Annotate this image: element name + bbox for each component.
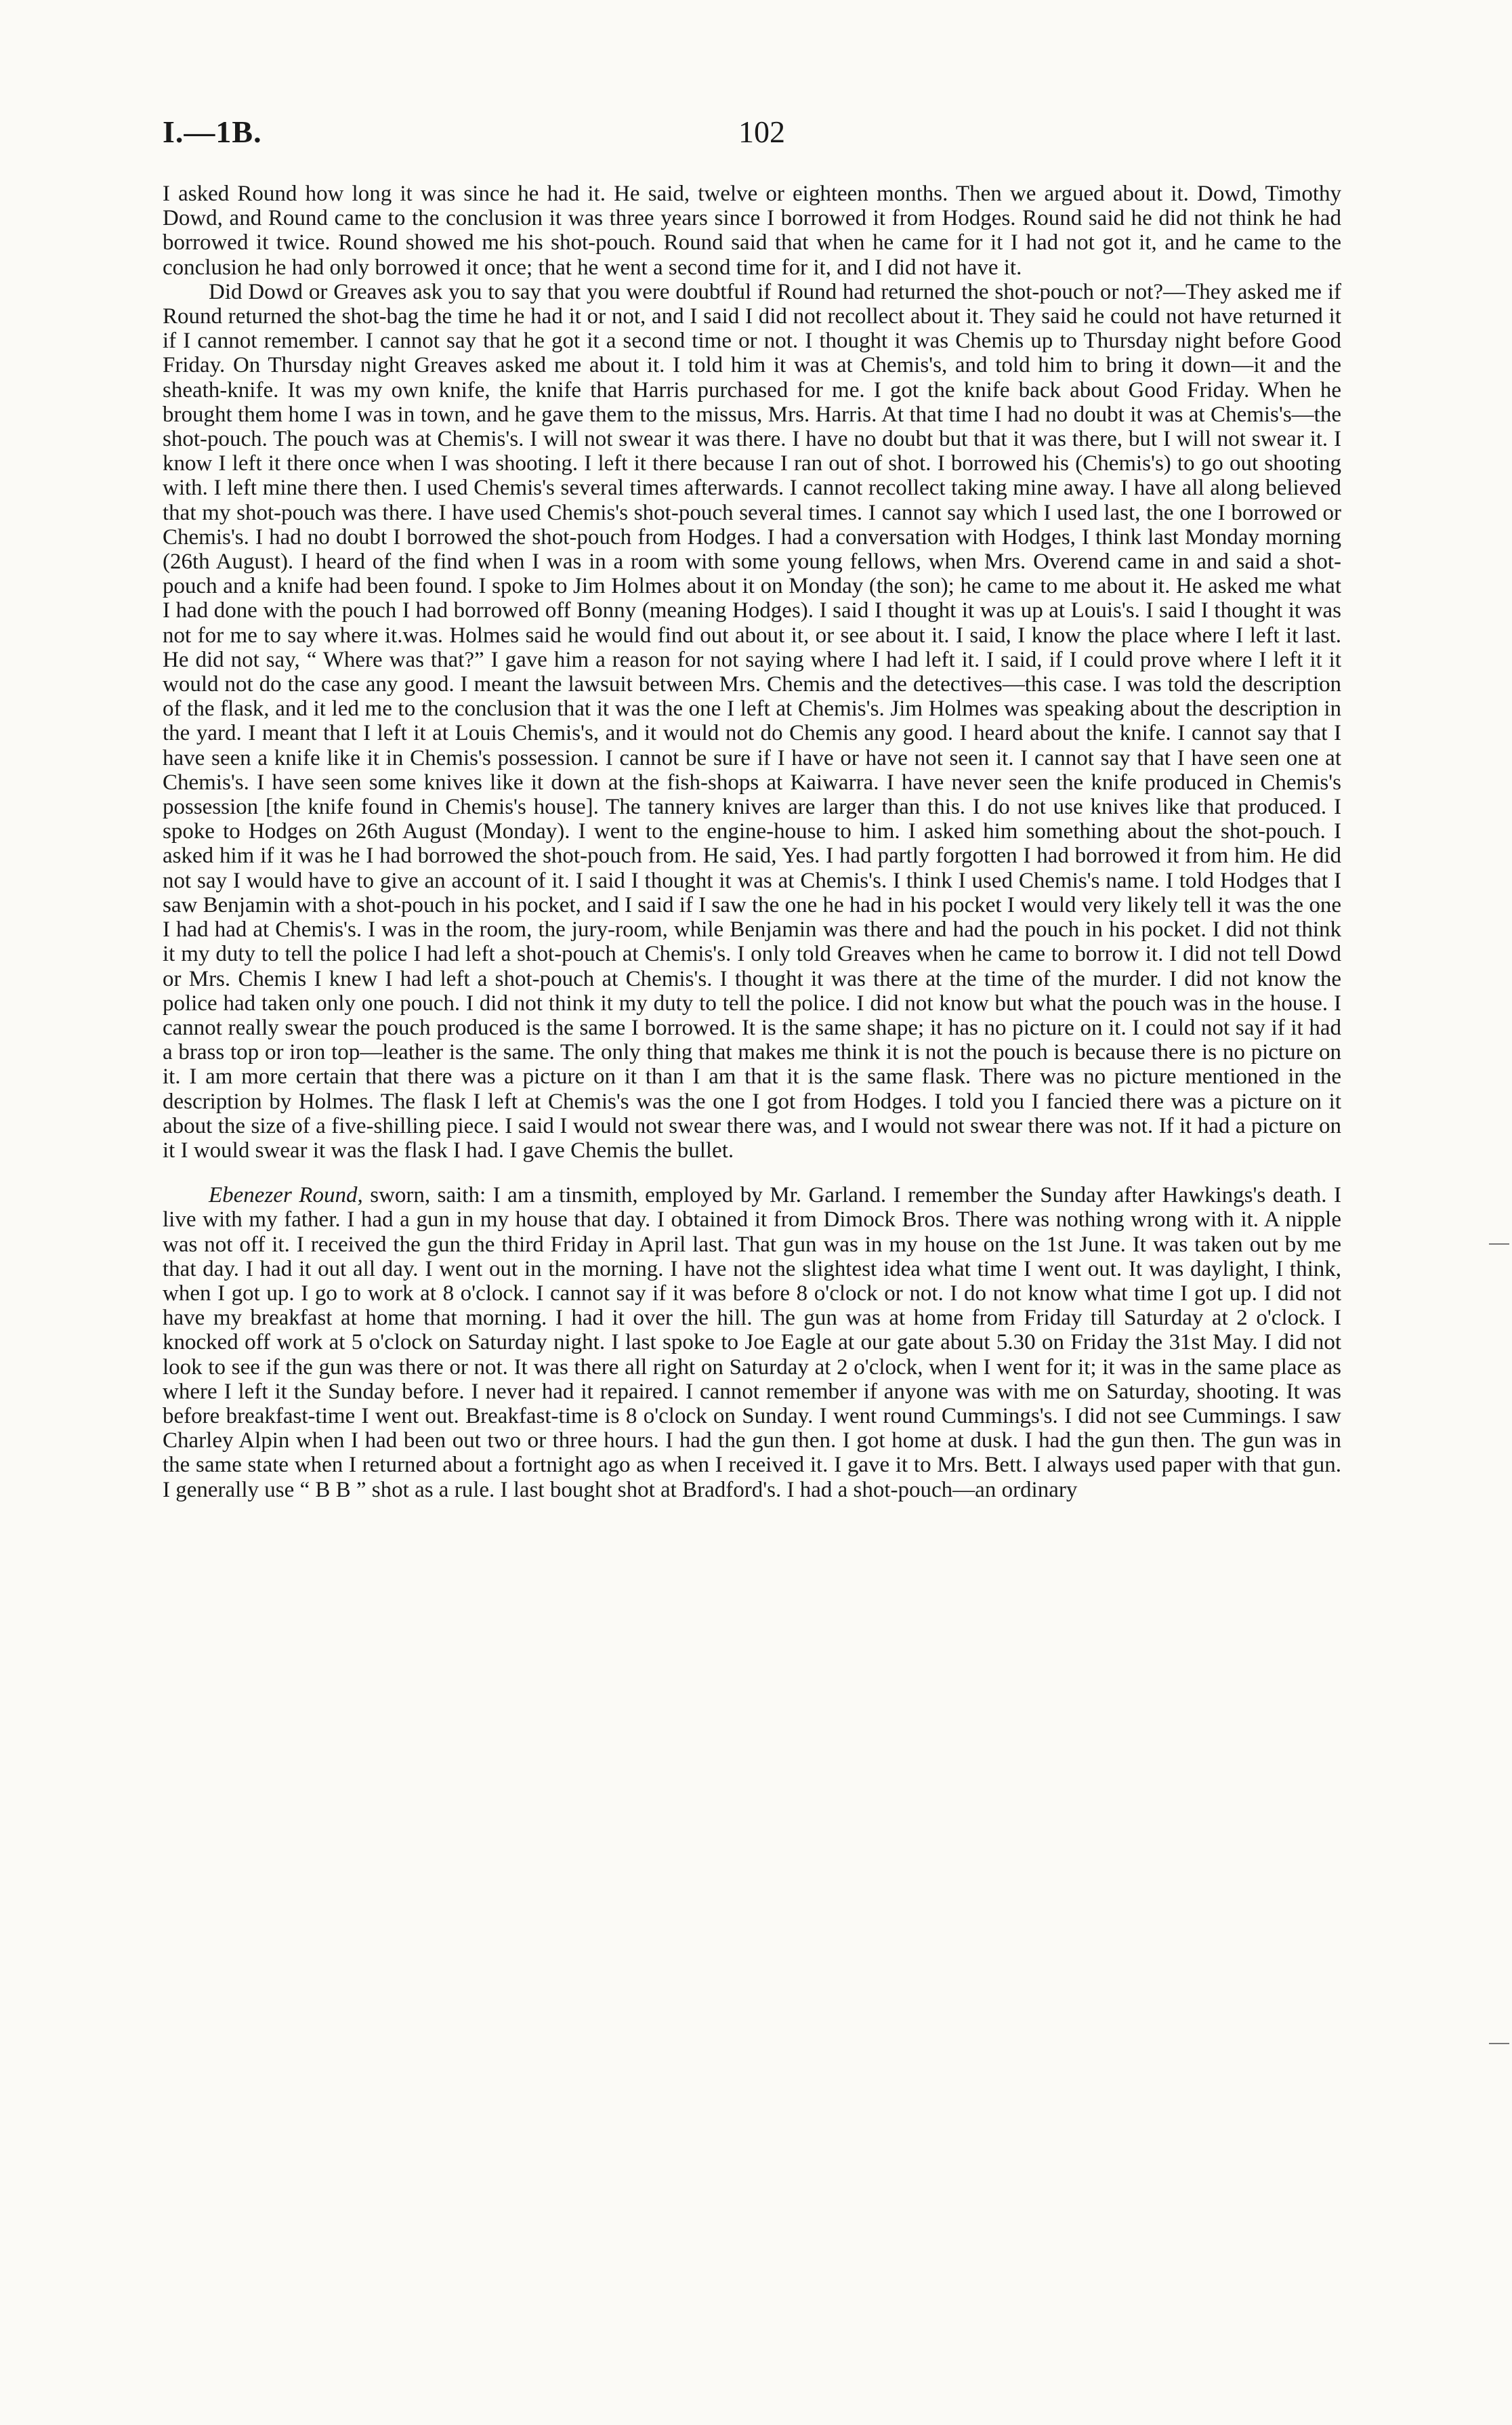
deposition-text: sworn, saith: I am a tinsmith, employed by Mr. Garland. I remember the Sunday after Hawkings's death. I live with my father. I had a gun in my house that day. I obtained it from Dimock Bros. There was nothing wrong with it. A nipple was not off it. I received the gun the third Friday in April last. That gun was in my house on the 1st June. It was taken out by me that day. I had it out all day. I went out in the morning. I have not the slightest idea what time I went out. It was daylight, I think, when I got up. I go to work at 8 o'clock. I cannot say if it was before 8 o'clock or not. I do not know what time I got up. I did not have my breakfast at home that morning. I had it over the hill. The gun was at home from Friday till Saturday at 2 o'clock. I knocked off work at 5 o'clock on Saturday night. I last spoke to Joe Eagle at our gate about 5.30 on Friday the 31st May. I did not look to see if the gun was there or not. It was there all right on Saturday at 2 o'clock, when I went for it; it was in the same place as where I left it the Sunday before. I never had it repaired. I cannot remember if anyone was with me on Saturday, shooting. It was before breakfast-time I went out. Breakfast-time is 8 o'clock on Sunday. I went round Cummings's. I did not see Cummings. I saw Charley Alpin when I had been out two or three hours. I had the gun then. I got home at dusk. I had the gun then. The gun was in the same state when I returned about a fortnight ago as when I received it. I gave it to Mrs. Bett. I always used paper with that gun. I generally use “ B B ” shot as a rule. I last bought shot at Bradford's. I had a shot-pouch—an ordinary (163, 1183, 1342, 1502)
paragraph-deposition (163, 1183, 1341, 1502)
margin-mark (1489, 2043, 1509, 2044)
deponent-name: Ebenezer Round, (209, 1183, 363, 1208)
margin-mark (1489, 1243, 1509, 1245)
page-header (163, 114, 1341, 154)
paragraph-continuation: I asked Round how long it was since he had it. He said, twelve or eighteen months. Then we argued about it. Dowd, Timothy Dowd, and Round came to the conclusion it was three years since I borrowed it from Hodges. Round said he did not think he had borrowed it twice. Round showed me his shot-pouch. Round said that when he came for it I had not got it, and he came to the conclusion he had only borrowed it once; that he went a second time for it, and I did not have it. (163, 182, 1341, 280)
body-text (163, 182, 1341, 1502)
paragraph-examination: Did Dowd or Greaves ask you to say that you were doubtful if Round had returned the shot-pouch or not?—They asked me if Round returned the shot-bag the time he had it or not, and I said I did not recollect about it. They said he could not have returned it if I cannot remember. I cannot say that he got it a second time or not. I thought it was Chemis up to Thursday night before Good Friday. On Thursday night Greaves asked me about it. I told him it was at Chemis's, and told him to bring it down—it and the sheath-knife. It was my own knife, the knife that Harris purchased for me. I got the knife back about Good Friday. When he brought them home I was in town, and he gave them to the missus, Mrs. Harris. At that time I had no doubt it was at Chemis's—the shot-pouch. The pouch was at Chemis's. I will not swear it was there. I have no doubt but that it was there, but I will not swear it. I know I left it there once when I was shooting. I left it there because I ran out of shot. I borrowed his (Chemis's) to go out shooting with. I left mine there then. I used Chemis's several times afterwards. I cannot recollect taking mine away. I have all along believed that my shot-pouch was there. I have used Chemis's shot-pouch several times. I cannot say which I used last, the one I borrowed or Chemis's. I had no doubt I borrowed the shot-pouch from Hodges. I had a conversation with Hodges, I think last Monday morning (26th August). I heard of the find when I was in a room with some young fellows, when Mrs. Overend came in and said a shot-pouch and a knife had been found. I spoke to Jim Holmes about it on Monday (the son); he came to me about it. He asked me what I had done with the pouch I had borrowed off Bonny (meaning Hodges). I said I thought it was up at Louis's. I said I thought it was not for me to say where it.was. Holmes said he would find out about it, or see about it. I said, I know the place where I left it last. He did not say, “ Where was that?” I gave him a reason for not saying where I had left it. I said, if I could prove where I left it it would not do the case any good. I meant the lawsuit between Mrs. Chemis and the detectives—this case. I was told the description of the flask, and it led me to the conclusion that it was the one I left at Chemis's. Jim Holmes was speaking about the description in the yard. I meant that I left it at Louis Chemis's, and it would not do Chemis any good. I heard about the knife. I cannot say that I have seen a knife like it in Chemis's possession. I cannot be sure if I have or have not seen it. I cannot say that I have seen one at Chemis's. I have seen some knives like it down at the fish-shops at Kaiwarra. I have never seen the knife produced in Chemis's possession [the knife found in Chemis's house]. The tannery knives are larger than this. I do not use knives like that produced. I spoke to Hodges on 26th August (Monday). I went to the engine-house to him. I asked him something about the shot-pouch. I asked him if it was he I had borrowed the shot-pouch from. He said, Yes. I had partly forgotten I had borrowed it from him. He did not say I would have to give an account of it. I said I thought it was at Chemis's. I think I used Chemis's name. I told Hodges that I saw Benjamin with a shot-pouch in his pocket, and I said if I saw the one he had in his pocket I would very likely tell it was the one I had had at Chemis's. I was in the room, the jury-room, while Benjamin was there and had the pouch in his pocket. I did not think it my duty to tell the police I had left a shot-pouch at Chemis's. I only told Greaves when he came to borrow it. I did not tell Dowd or Mrs. Chemis I knew I had left a shot-pouch at Chemis's. I thought it was there at the time of the murder. I did not know the police had taken only one pouch. I did not think it my duty to tell the police. I did not know but what the pouch was in the house. I cannot really swear the pouch produced is the same I borrowed. It is the same shape; it has no picture on it. I could not say if it had a brass top or iron top—leather is the same. The only thing that makes me think it is not the pouch is because there is no picture on it. I am more certain that there was a picture on it than I am that it is the same flask. There was no picture mentioned in the description by Holmes. The flask I left at Chemis's was the one I got from Hodges. I told you I fancied there was a picture on it about the size of a five-shilling piece. I said I would not swear there was, and I would not swear there was not. If it had a picture on it I would swear it was the flask I had. I gave Chemis the bullet. (163, 279, 1341, 1163)
parliamentary-reference: I.—1B. (163, 115, 262, 149)
page-number: 102 (738, 115, 785, 149)
